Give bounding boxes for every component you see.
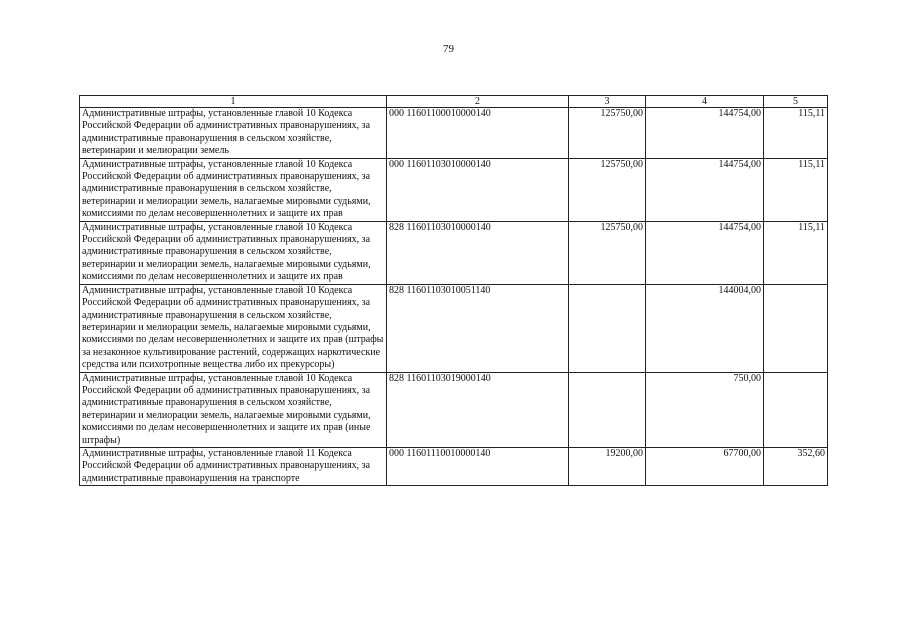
row-col3: 125750,00 — [569, 221, 646, 284]
header-col-3: 3 — [569, 96, 646, 108]
row-col3 — [569, 372, 646, 447]
row-name: Административные штрафы, установленные главой 10 Кодекса Российской Федерации об административных правонарушениях, за административные правонарушения в сельском хозяйстве, ветеринарии и мелиорации земель, налагаемые мировыми судьями, комиссиями по делам несовершеннолетних и защите их прав (штрафы за незаконное культивирование растений, содержащих наркотические средства или психотропные вещества либо их прекурсоры) — [80, 284, 387, 372]
page-number: 79 — [443, 43, 454, 55]
row-name: Административные штрафы, установленные главой 10 Кодекса Российской Федерации об административных правонарушениях, за административные правонарушения в сельском хозяйстве, ветеринарии и мелиорации земель — [80, 108, 387, 159]
row-col4: 144004,00 — [646, 284, 764, 372]
row-name: Административные штрафы, установленные главой 11 Кодекса Российской Федерации об административных правонарушениях, за административные правонарушения на транспорте — [80, 447, 387, 485]
row-col4: 144754,00 — [646, 158, 764, 221]
row-col5: 115,11 — [764, 108, 828, 159]
row-code: 000 11601103010000140 — [387, 158, 569, 221]
row-col5 — [764, 372, 828, 447]
row-col4: 67700,00 — [646, 447, 764, 485]
row-col5: 352,60 — [764, 447, 828, 485]
header-row — [80, 96, 828, 108]
row-col4: 144754,00 — [646, 108, 764, 159]
row-col5: 115,11 — [764, 158, 828, 221]
row-col5 — [764, 284, 828, 372]
row-col3: 19200,00 — [569, 447, 646, 485]
table-row — [80, 372, 828, 447]
row-name: Административные штрафы, установленные главой 10 Кодекса Российской Федерации об административных правонарушениях, за административные правонарушения в сельском хозяйстве, ветеринарии и мелиорации земель, налагаемые мировыми судьями, комиссиями по делам несовершеннолетних и защите их прав — [80, 158, 387, 221]
row-col3: 125750,00 — [569, 158, 646, 221]
row-name: Административные штрафы, установленные главой 10 Кодекса Российской Федерации об административных правонарушениях, за административные правонарушения в сельском хозяйстве, ветеринарии и мелиорации земель, налагаемые мировыми судьями, комиссиями по делам несовершеннолетних и защите их прав — [80, 221, 387, 284]
row-code: 000 11601110010000140 — [387, 447, 569, 485]
row-code: 828 11601103019000140 — [387, 372, 569, 447]
row-col4: 144754,00 — [646, 221, 764, 284]
header-col-2: 2 — [387, 96, 569, 108]
row-code: 000 11601100010000140 — [387, 108, 569, 159]
header-col-1: 1 — [80, 96, 387, 108]
row-col3 — [569, 284, 646, 372]
budget-table — [79, 95, 828, 486]
table-row — [80, 221, 828, 284]
table-row — [80, 284, 828, 372]
row-code: 828 11601103010000140 — [387, 221, 569, 284]
row-name: Административные штрафы, установленные главой 10 Кодекса Российской Федерации об административных правонарушениях, за административные правонарушения в сельском хозяйстве, ветеринарии и мелиорации земель, налагаемые мировыми судьями, комиссиями по делам несовершеннолетних и защите их прав (иные штрафы) — [80, 372, 387, 447]
header-col-5: 5 — [764, 96, 828, 108]
table-row — [80, 447, 828, 485]
header-col-4: 4 — [646, 96, 764, 108]
table-row — [80, 108, 828, 159]
row-col5: 115,11 — [764, 221, 828, 284]
row-col3: 125750,00 — [569, 108, 646, 159]
table-row — [80, 158, 828, 221]
row-code: 828 11601103010051140 — [387, 284, 569, 372]
row-col4: 750,00 — [646, 372, 764, 447]
